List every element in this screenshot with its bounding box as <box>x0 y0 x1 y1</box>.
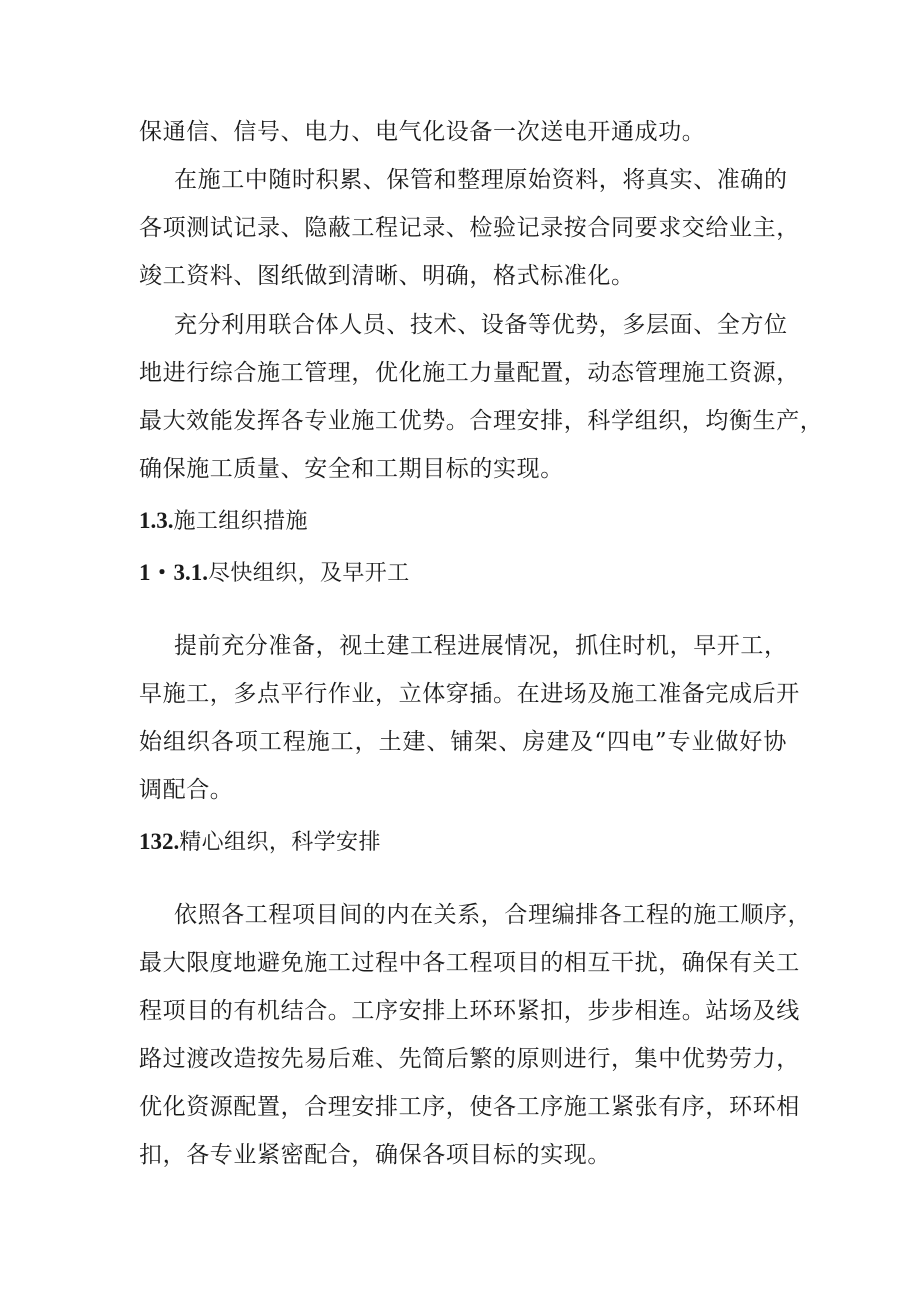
paragraph-line: 保通信、信号、电力、电气化设备一次送电开通成功。 <box>139 119 706 145</box>
paragraph-line: 调配合。 <box>139 777 234 803</box>
paragraph-line: 竣工资料、图纸做到清晰、明确，格式标准化。 <box>139 263 635 289</box>
section-heading-1-3-1 <box>139 557 410 589</box>
paragraph-line: 依照各工程项目间的内在关系，合理编排各工程的施工顺序， <box>174 902 812 928</box>
section-title: 精心组织，科学安排 <box>179 830 381 855</box>
paragraph-line: 充分利用联合体人员、技术、设备等优势，多层面、全方位 <box>174 312 788 338</box>
paragraph-line: 在施工中随时积累、保管和整理原始资料，将真实、准确的 <box>174 167 788 193</box>
paragraph-line: 提前充分准备，视土建工程进展情况，抓住时机，早开工， <box>174 633 788 659</box>
paragraph-line: 最大效能发挥各专业施工优势。合理安排，科学组织，均衡生产， <box>139 408 824 434</box>
paragraph-line: 地进行综合施工管理，优化施工力量配置，动态管理施工资源， <box>139 360 800 386</box>
section-number: 1・3.1. <box>139 560 208 585</box>
section-heading-1-3 <box>139 505 308 537</box>
paragraph-line: 早施工，多点平行作业，立体穿插。在进场及施工准备完成后开 <box>139 681 800 707</box>
paragraph-line: 各项测试记录、隐蔽工程记录、检验记录按合同要求交给业主， <box>139 215 800 241</box>
section-title: 施工组织措施 <box>173 509 308 534</box>
paragraph-line: 确保施工质量、安全和工期目标的实现。 <box>139 456 564 482</box>
paragraph-line: 最大限度地避免施工过程中各工程项目的相互干扰，确保有关工 <box>139 950 800 976</box>
paragraph-line: 扣，各专业紧密配合，确保各项目标的实现。 <box>139 1142 611 1168</box>
section-number: 132. <box>139 829 180 854</box>
paragraph-line: 程项目的有机结合。工序安排上环环紧扣，步步相连。站场及线 <box>139 998 800 1024</box>
paragraph-line: 始组织各项工程施工，土建、铺架、房建及“四电”专业做好协 <box>139 729 787 755</box>
section-number: 1.3. <box>139 508 174 533</box>
paragraph-line: 路过渡改造按先易后难、先简后繁的原则进行，集中优势劳力， <box>139 1046 800 1072</box>
section-title: 尽快组织，及早开工 <box>208 561 410 586</box>
section-heading-1-3-2 <box>139 826 381 858</box>
paragraph-line: 优化资源配置，合理安排工序，使各工序施工紧张有序，环环相 <box>139 1094 800 1120</box>
